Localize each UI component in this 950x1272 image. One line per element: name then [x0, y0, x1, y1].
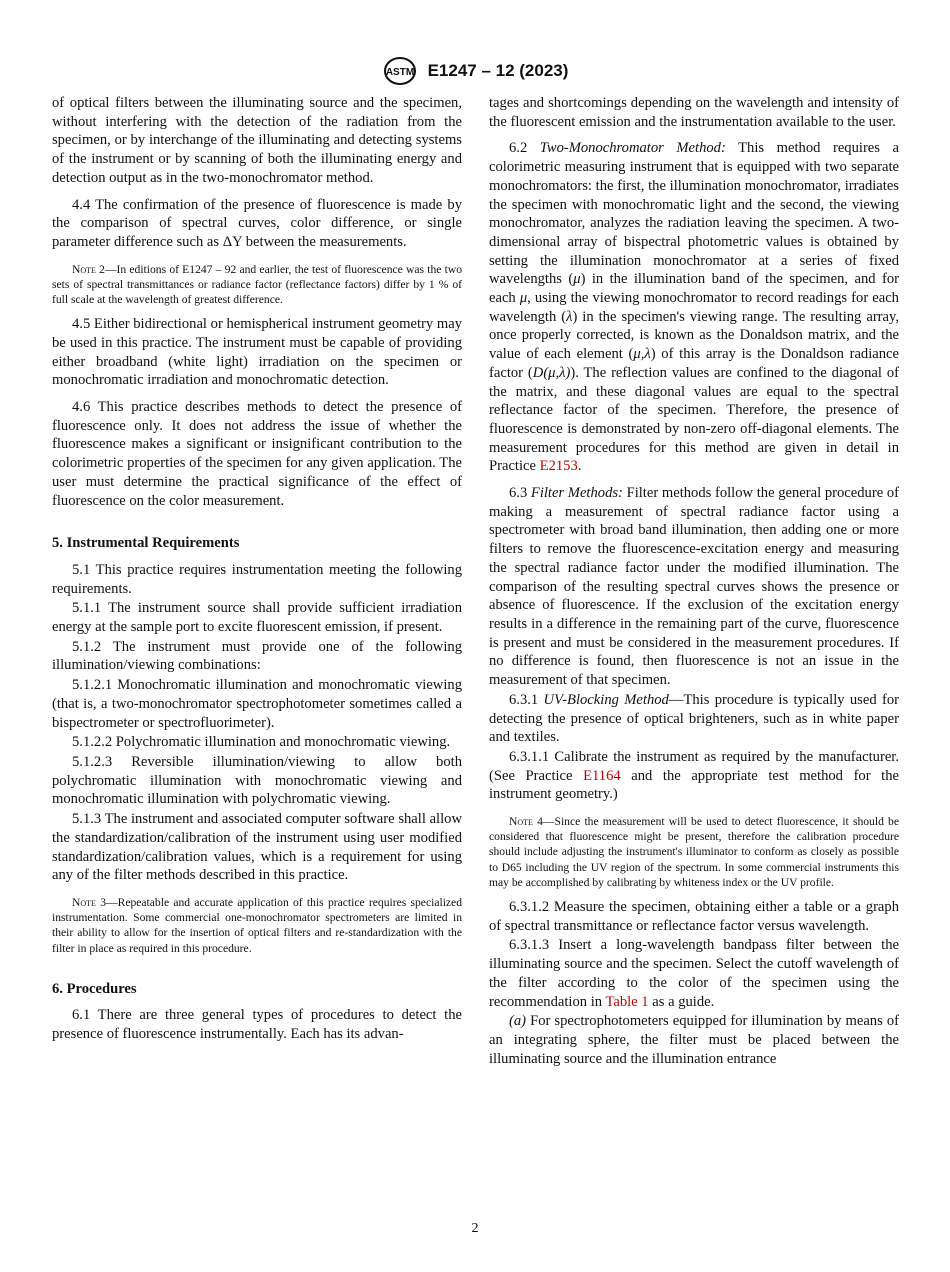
text-run: tages and shortcomings depending on the wavelength and intensity of the fluorescent emission and the instrumentation available to the user. — [489, 95, 899, 130]
text-run: as a guide. — [648, 993, 715, 1010]
text-run: Note 4 — [509, 815, 543, 829]
text-run: 6.3.1.3 Insert a long-wavelength bandpass filter between the illuminating source and the specimen. Select the cutoff wavelength of the filter according to the color of the specimen using the recommendation in — [489, 937, 899, 1010]
text-run: 5.1.2 The instrument must provide one of the following illumination/viewing combinations: — [52, 638, 462, 674]
text-run: D(μ,λ) — [532, 364, 571, 381]
paragraph — [52, 599, 462, 636]
svg-text:ASTM: ASTM — [385, 67, 414, 78]
text-run: and the appropriate test method for the instrument geometry.) — [489, 767, 899, 803]
paragraph — [52, 733, 462, 752]
section-heading — [52, 534, 462, 553]
note — [52, 262, 462, 308]
paragraph — [489, 94, 899, 131]
text-run: —This procedure is typically used for detecting the presence of optical brighteners, such as in white paper and textiles. — [489, 691, 900, 746]
section-heading — [52, 980, 462, 999]
note — [52, 895, 462, 956]
text-run: μ,λ — [633, 346, 651, 363]
paragraph — [489, 139, 899, 476]
text-run: 4.6 This practice describes methods to detect the presence of fluorescence only. It does not address the issue of whether the fluorescence makes a significant or insignificant contribution to the colorimetric properties of the specimen for any given application. The user must determine the practical significance of the effect of fluorescence on the color measurement. — [52, 399, 462, 509]
text-run: Filter Methods: — [530, 485, 623, 502]
text-run: —Repeatable and accurate application of this practice requires specialized instrumentation. Some commercial one-monochromator spectrometers are limited in their ability to allow for the insertion of optical filters and re-standardization with the filter in place as required in this procedure. — [52, 895, 462, 955]
reference-link[interactable]: Table 1 — [605, 993, 649, 1010]
text-run: 5. Instrumental Requirements — [52, 535, 240, 552]
left-column — [52, 94, 462, 1052]
text-run: (a) — [509, 1013, 527, 1030]
text-run: Note 3 — [72, 895, 106, 909]
note — [489, 814, 899, 890]
paragraph — [52, 1006, 462, 1043]
text-run: ). The reflection values are confined to the diagonal of the matrix, and these diagonal values are equal to the spectral reflectance factor of the specimen. Therefore, the presence of fluorescence is demonstrated by non-zero off-diagonal elements. The measurement procedures for this method are given in detail in Practice — [489, 364, 899, 475]
text-run: Note 2 — [72, 262, 105, 276]
text-run: ) in the illumination band of the specimen, and for each — [489, 271, 899, 307]
text-run: μ — [573, 271, 581, 288]
text-run: For spectrophotometers equipped for illumination by means of an integrating sphere, the filter must be placed between the illuminating source and the illumination entrance — [489, 1013, 899, 1067]
paragraph — [52, 810, 462, 885]
astm-logo-icon — [382, 56, 418, 86]
text-run: —Since the measurement will be used to detect fluorescence, it should be considered that fluorescence might be present, therefore the calibration procedure should include adjusting the instrument's illuminator to conform as closely as possible to D65 including the UV region of the spectrum. In some commercial instruments this may be accomplished by calibrating by whiteness index or the UV profile. — [489, 815, 899, 889]
paragraph — [52, 753, 462, 809]
paragraph — [52, 561, 462, 598]
text-run: . — [577, 458, 582, 475]
paragraph — [489, 898, 899, 935]
text-run: 6.3.1.2 Measure the specimen, obtaining either a table or a graph of spectral transmittance or reflectance factor versus wavelength. — [489, 899, 899, 934]
text-run: 5.1.1 The instrument source shall provide sufficient irradiation energy at the sample port to excite fluorescent emission, if present. — [52, 600, 462, 636]
text-run: of optical filters between the illuminating source and the specimen, without interfering with the detection of the radiation from the specimen, or by interchange of the illuminating and detecting systems of the instrument or by scanning of both the illuminating energy and detection output as in the two-monochromator method. — [52, 95, 462, 186]
text-run: —In editions of E1247 – 92 and earlier, the test of fluorescence was the two sets of spectral transmittances or radiance factor (reflectance factors) differ by 1 % of full scale at the wavelength of greatest difference. — [52, 262, 462, 307]
text-run: 5.1.2.2 Polychromatic illumination and monochromatic viewing. — [72, 734, 451, 751]
text-run: ) in the specimen's viewing range. The resulting array, once properly corrected, is known as the Donaldson matrix, and the value of each element ( — [489, 308, 900, 363]
page-number: 2 — [471, 1221, 479, 1236]
text-run: 5.1.2.1 Monochromatic illumination and monochromatic viewing (that is, a two-monochromator spectrophotometer sometimes called a bispectrometer or spectrofluorimeter). — [52, 677, 462, 731]
paragraph — [489, 936, 899, 1011]
text-run: 4.5 Either bidirectional or hemispherical instrument geometry may be used in this practice. The instrument must be capable of providing either broadband (white light) irradiation on the specimen or monochromatic irradiation and monochromatic detection. — [52, 316, 462, 389]
text-run: 6.3 — [509, 485, 531, 502]
text-run: μ — [519, 290, 528, 307]
paragraph — [52, 94, 462, 188]
text-run: 5.1 This practice requires instrumentation meeting the following requirements. — [52, 561, 462, 597]
text-run: ) of this array is the Donaldson radiance factor ( — [489, 346, 899, 381]
text-run: 5.1.3 The instrument and associated computer software shall allow the standardization/calibration of the instrument using user modified standardization/calibration values, which is a requirement for using any of the filter methods described in this practice. — [52, 811, 462, 884]
paragraph — [52, 638, 462, 675]
paragraph — [489, 1012, 899, 1068]
text-run: , using the viewing monochromator to record readings for each wavelength ( — [489, 290, 899, 325]
text-run: 6. Procedures — [52, 980, 137, 997]
text-run: 5.1.2.3 Reversible illumination/viewing to allow both polychromatic illumination with monochromatic viewing and monochromatic illumination with polychromatic viewing. — [52, 754, 462, 808]
paragraph — [52, 398, 462, 510]
document-designation: E1247 – 12 (2023) — [427, 61, 569, 80]
page-header — [0, 56, 950, 86]
text-run: λ — [566, 308, 573, 325]
text-run: 4.4 The confirmation of the presence of fluorescence is made by the comparison of spectral curves, color difference, or single parameter difference such as ΔY between the measurements. — [52, 196, 462, 250]
paragraph — [489, 748, 899, 804]
text-run: Two-Monochromator Method: — [539, 140, 726, 157]
paragraph — [489, 691, 899, 747]
paragraph — [489, 484, 899, 690]
paragraph — [52, 196, 462, 252]
reference-link[interactable]: E2153 — [539, 458, 578, 475]
paragraph — [52, 315, 462, 390]
text-run: 6.1 There are three general types of procedures to detect the presence of fluorescence instrumentally. Each has its advan- — [52, 1007, 462, 1043]
text-run: This method requires a colorimetric measuring instrument that is equipped with two separate monochromators: the first, the illumination monochromator, irradiates the specimen with monochromatic light and the second, the viewing monochromator, analyzes the radiation leaving the specimen. A two-dimensional array of bispectral photometric values is obtained by setting the illumination monochromator at a series of fixed wavelengths ( — [489, 140, 899, 288]
text-run: UV-Blocking Method — [543, 691, 669, 708]
text-run: Filter methods follow the general procedure of making a measurement of spectral radiance factor using a spectrometer with broad band illumination, then adding one or more filters to remove the fluorescence-excitation energy and measuring the spectral radiance factor under the modified illumination. The comparison of the resulting spectral curves shows the presence or absence of fluorescence. If the exclusion of the excitation energy results in a difference in the remaining part of the curve, fluorescence is present and must be considered in the measurement procedures. If no difference is found, then fluorescence is not an issue in the measurement of that specimen. — [489, 485, 899, 689]
right-column — [489, 94, 899, 1069]
text-run: 6.2 — [509, 140, 540, 157]
paragraph — [52, 676, 462, 732]
reference-link[interactable]: E1164 — [583, 767, 621, 784]
text-run: 6.3.1 — [509, 691, 544, 708]
text-run: 6.3.1.1 Calibrate the instrument as required by the manufacturer. (See Practice — [489, 748, 899, 784]
